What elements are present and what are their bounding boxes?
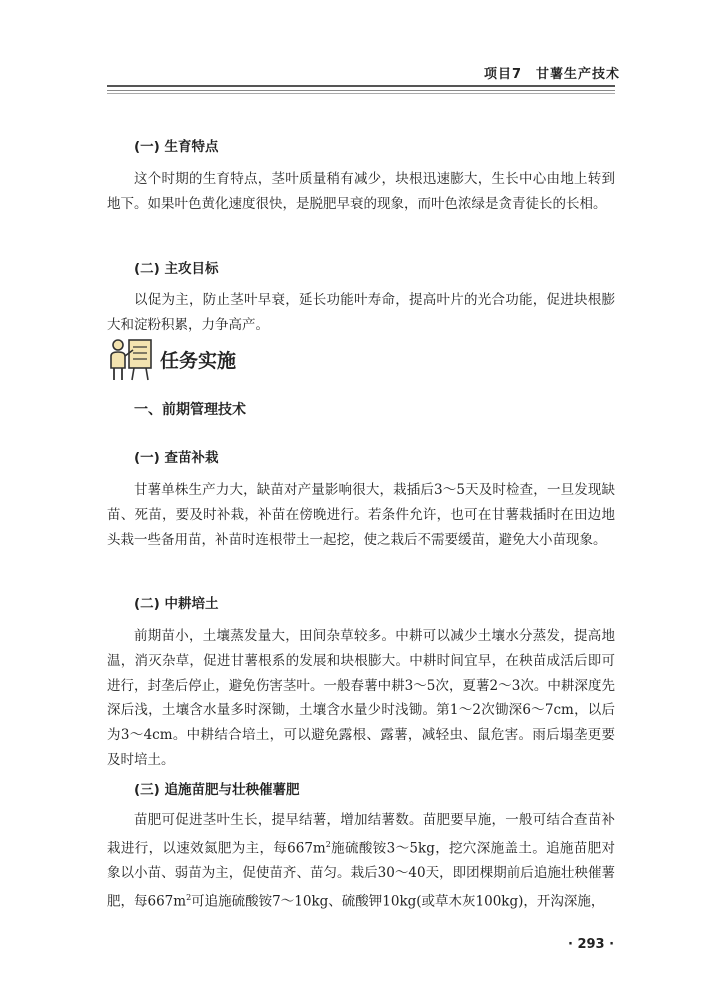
cultivate-heading: (二) 中耕培土 — [134, 596, 219, 612]
fertilize-heading: (三) 追施苗肥与壮秧催薯肥 — [134, 782, 300, 798]
header-rule-thin-2 — [107, 93, 615, 94]
cultivate-paragraph: 前期苗小，土壤蒸发量大，田间杂草较多。中耕可以减少土壤水分蒸发，提高地温，消灭杂草，促进甘薯根系的发展和块根膨大。中耕时间宜早，在秧苗成活后即可进行，封垄后停止，避免伤害茎叶。一般春薯中耕3～5次，夏薯2～3次。中耕深度先深后浅，土壤含水量多时深锄，土壤含水量少时浅锄。第1～2次锄深6～7cm，以后为3～4cm。中耕结合培土，可以避免露根、露薯，减轻虫、鼠危害。雨后塌垄更要及时培土。 — [107, 628, 615, 768]
task-title: 任务实施 — [160, 350, 237, 372]
check-heading: (一) 查苗补栽 — [134, 450, 219, 466]
superscript-2-second: 2 — [186, 892, 192, 902]
fertilize-text-part-3: 可追施硫酸铵7～10kg、硫酸钾10kg(或草木灰100kg)，开沟深施， — [191, 893, 605, 910]
header-rule-thick — [107, 85, 615, 87]
running-head: 项目7 甘薯生产技术 — [484, 67, 621, 82]
growth-paragraph: 这个时期的生育特点，茎叶质量稍有减少，块根迅速膨大，生长中心由地上转到地下。如果叶色黄化速度很快，是脱肥早衰的现象，而叶色浓绿是贪青徒长的长相。 — [107, 171, 615, 212]
fertilize-paragraph — [107, 808, 615, 914]
page-number: · 293 · — [568, 937, 615, 952]
early-management-heading: 一、前期管理技术 — [134, 402, 246, 418]
fertilize-text-part-1: 苗肥可促进茎叶生长，提早结薯，增加结薯数。苗肥要早施，一般可结合查苗补栽进行，以速效氮肥为主，每667m — [107, 812, 615, 857]
goal-heading: (二) 主攻目标 — [134, 261, 219, 277]
teacher-presentation-icon — [107, 336, 155, 382]
fertilize-text-part-2: 施硫酸铵3～5kg，挖穴深施盖土。追施苗肥对象以小苗、弱苗为主，促使苗齐、苗匀。栽后30～40天，即团棵期前后追施壮秧催薯肥，每667m — [107, 840, 615, 910]
goal-paragraph: 以促为主，防止茎叶早衰，延长功能叶寿命，提高叶片的光合功能，促进块根膨大和淀粉积累，力争高产。 — [107, 292, 615, 333]
header-rule-thin — [107, 90, 615, 91]
check-paragraph: 甘薯单株生产力大，缺苗对产量影响很大，栽插后3～5天及时检查，一旦发现缺苗、死苗，要及时补栽，补苗在傍晚进行。若条件允许，也可在甘薯栽插时在田边地头栽一些备用苗，补苗时连根带土一起挖，使之栽后不需要缓苗，避免大小苗现象。 — [107, 482, 615, 548]
growth-heading: (一) 生育特点 — [134, 139, 219, 155]
superscript-2: 2 — [325, 839, 331, 849]
